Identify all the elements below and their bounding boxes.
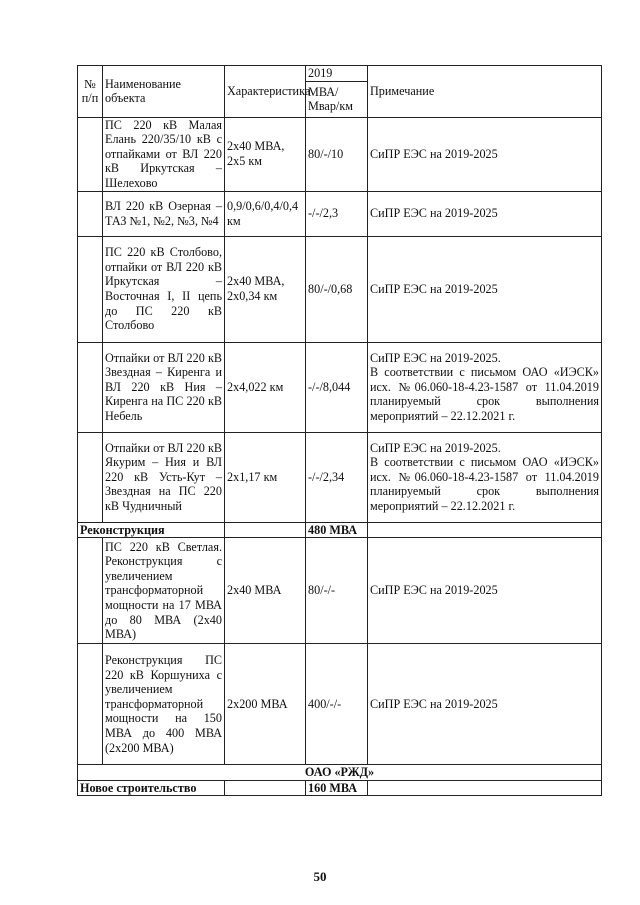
row-value: -/-/2,3 [306, 191, 368, 236]
section-row-reconstruction [78, 522, 602, 538]
row-num [78, 432, 103, 522]
row-name: ПС 220 кВ Малая Елань 220/35/10 кВ с отпайками от ВЛ 220 кВ Иркутская – Шелехово [103, 117, 225, 191]
row-name: ПС 220 кВ Столбово, отпайки от ВЛ 220 кВ Иркутская – Восточная I, II цепь до ПС 220 кВ Столбово [103, 236, 225, 342]
row-name: ПС 220 кВ Светлая. Реконструкция с увеличением трансформаторной мощности на 17 МВА до 80 МВА (2х40 МВА) [103, 538, 225, 644]
row-value: 400/-/- [306, 644, 368, 765]
row-char: 2х1,17 км [225, 432, 306, 522]
org-title: ОАО «РЖД» [78, 765, 602, 781]
row-value: 80/-/10 [306, 117, 368, 191]
page-number: 50 [313, 869, 327, 884]
table-row [78, 236, 602, 342]
header-note: Примечание [368, 66, 602, 118]
header-num: № п/п [78, 66, 103, 118]
section-label: Реконструкция [78, 522, 225, 538]
row-name: Реконструкция ПС 220 кВ Коршуниха с увеличением трансформаторной мощности на 150 МВА до 400 МВА (2х200 МВА) [103, 644, 225, 765]
section-row-new-construction [78, 780, 602, 796]
row-num [78, 117, 103, 191]
header-year: 2019 [306, 66, 368, 82]
row-note-line: В соответствии с письмом ОАО «ИЭСК» исх. №06.060-18-4.23-1587 от 11.04.2019 планируемый срок выполнения мероприятий – 22.12.2021 г. [370, 365, 599, 423]
row-char: 2х200 МВА [225, 644, 306, 765]
row-char: 2х40 МВА, 2х0,34 км [225, 236, 306, 342]
row-note: СиПР ЕЭС на 2019-2025 [368, 236, 602, 342]
row-note: СиПР ЕЭС на 2019-2025 [368, 117, 602, 191]
row-note [368, 432, 602, 522]
row-num [78, 538, 103, 644]
section-total: 480 МВА [306, 522, 368, 538]
section-empty [225, 522, 306, 538]
row-note [368, 342, 602, 432]
section-empty [225, 780, 306, 796]
table-row [78, 191, 602, 236]
row-note-line: СиПР ЕЭС на 2019-2025. [370, 440, 501, 455]
row-value: 80/-/- [306, 538, 368, 644]
header-units: МВА/Мвар/км [306, 81, 368, 117]
table-row [78, 538, 602, 644]
org-row [78, 765, 602, 781]
row-num [78, 644, 103, 765]
table-row [78, 432, 602, 522]
row-note: СиПР ЕЭС на 2019-2025 [368, 191, 602, 236]
table-row [78, 342, 602, 432]
table-row [78, 117, 602, 191]
row-num [78, 342, 103, 432]
section-empty [368, 522, 602, 538]
row-name: Отпайки от ВЛ 220 кВ Звездная – Киренга и ВЛ 220 кВ Ния – Киренга на ПС 220 кВ Небель [103, 342, 225, 432]
row-num [78, 236, 103, 342]
row-name: Отпайки от ВЛ 220 кВ Якурим – Ния и ВЛ 220 кВ Усть-Кут – Звездная на ПС 220 кВ Чудничный [103, 432, 225, 522]
header-name: Наименование объекта [103, 66, 225, 118]
section-label: Новое строительство [78, 780, 225, 796]
row-value: -/-/8,044 [306, 342, 368, 432]
row-name: ВЛ 220 кВ Озерная – ТАЗ №1, №2, №3, №4 [103, 191, 225, 236]
header-characteristics: Характеристика [225, 66, 306, 118]
row-note-line: В соответствии с письмом ОАО «ИЭСК» исх. №06.060-18-4.23-1587 от 11.04.2019 планируемый срок выполнения мероприятий – 22.12.2021 г. [370, 455, 599, 513]
row-note: СиПР ЕЭС на 2019-2025 [368, 538, 602, 644]
investment-table [77, 65, 602, 796]
table-header-row [78, 66, 602, 82]
row-value: -/-/2,34 [306, 432, 368, 522]
row-char: 0,9/0,6/0,4/0,4 км [225, 191, 306, 236]
section-empty [368, 780, 602, 796]
row-note: СиПР ЕЭС на 2019-2025 [368, 644, 602, 765]
table-row [78, 644, 602, 765]
row-value: 80/-/0,68 [306, 236, 368, 342]
row-num [78, 191, 103, 236]
section-total: 160 МВА [306, 780, 368, 796]
row-char: 2х4,022 км [225, 342, 306, 432]
row-char: 2х40 МВА, 2х5 км [225, 117, 306, 191]
row-char: 2х40 МВА [225, 538, 306, 644]
row-note-line: СиПР ЕЭС на 2019-2025. [370, 350, 501, 365]
